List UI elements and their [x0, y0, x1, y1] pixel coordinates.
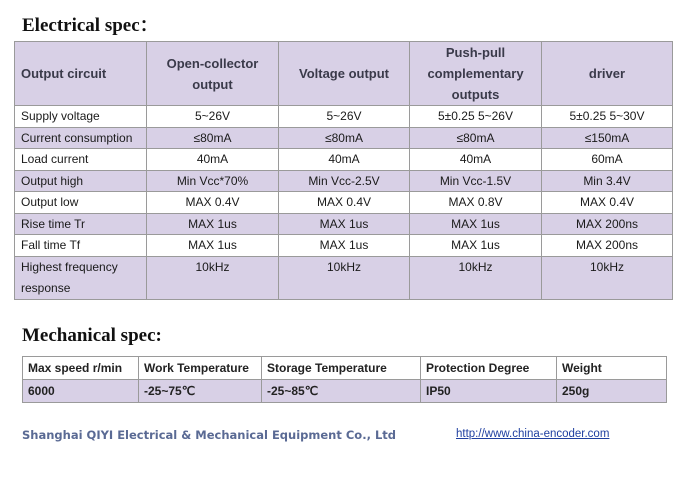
- header-voltage-output: Voltage output: [279, 42, 410, 106]
- cell: MAX 1us: [410, 235, 542, 257]
- table-row: [15, 170, 673, 192]
- table-row: [15, 256, 673, 299]
- cell: ≤150mA: [542, 127, 673, 149]
- mechanical-spec-table: [22, 356, 667, 403]
- cell: 40mA: [410, 149, 542, 171]
- row-label: Current consumption: [15, 127, 147, 149]
- row-label: Highest frequency response: [15, 256, 147, 299]
- cell: 5±0.25 5~30V: [542, 106, 673, 128]
- cell: -25~85℃: [262, 380, 421, 403]
- cell: 40mA: [279, 149, 410, 171]
- cell: MAX 1us: [279, 213, 410, 235]
- row-label: Supply voltage: [15, 106, 147, 128]
- cell: 250g: [557, 380, 667, 403]
- row-label: Output low: [15, 192, 147, 214]
- cell: MAX 0.4V: [279, 192, 410, 214]
- electrical-spec-table: [14, 41, 673, 300]
- cell: Min Vcc-2.5V: [279, 170, 410, 192]
- cell: MAX 200ns: [542, 213, 673, 235]
- table-row: [15, 127, 673, 149]
- cell: MAX 1us: [147, 213, 279, 235]
- row-label: Fall time Tf: [15, 235, 147, 257]
- cell: MAX 1us: [410, 213, 542, 235]
- header-driver: driver: [542, 42, 673, 106]
- row-label: Load current: [15, 149, 147, 171]
- electrical-header-row: [15, 42, 673, 106]
- cell: MAX 1us: [279, 235, 410, 257]
- row-label: Rise time Tr: [15, 213, 147, 235]
- cell: 6000: [23, 380, 139, 403]
- row-label: Output high: [15, 170, 147, 192]
- cell: ≤80mA: [410, 127, 542, 149]
- cell: 40mA: [147, 149, 279, 171]
- cell: 5±0.25 5~26V: [410, 106, 542, 128]
- cell: ≤80mA: [279, 127, 410, 149]
- cell: -25~75℃: [139, 380, 262, 403]
- cell: IP50: [421, 380, 557, 403]
- table-row: [23, 380, 667, 403]
- mechanical-spec-title: Mechanical spec:: [22, 325, 162, 346]
- cell: Min 3.4V: [542, 170, 673, 192]
- cell: 10kHz: [279, 256, 410, 299]
- header-max-speed: Max speed r/min: [23, 357, 139, 380]
- cell: 10kHz: [410, 256, 542, 299]
- table-row: [15, 213, 673, 235]
- table-row: [15, 149, 673, 171]
- cell: MAX 0.4V: [542, 192, 673, 214]
- header-output-circuit: Output circuit: [15, 42, 147, 106]
- header-work-temperature: Work Temperature: [139, 357, 262, 380]
- mechanical-header-row: [23, 357, 667, 380]
- cell: 5~26V: [147, 106, 279, 128]
- cell: MAX 1us: [147, 235, 279, 257]
- cell: 5~26V: [279, 106, 410, 128]
- cell: Min Vcc-1.5V: [410, 170, 542, 192]
- header-weight: Weight: [557, 357, 667, 380]
- cell: ≤80mA: [147, 127, 279, 149]
- table-row: [15, 106, 673, 128]
- website-link[interactable]: http://www.china-encoder.com: [456, 428, 610, 440]
- header-protection-degree: Protection Degree: [421, 357, 557, 380]
- table-row: [15, 235, 673, 257]
- header-storage-temperature: Storage Temperature: [262, 357, 421, 380]
- cell: 60mA: [542, 149, 673, 171]
- header-open-collector: Open-collector output: [147, 42, 279, 106]
- header-push-pull: Push-pull complementary outputs: [410, 42, 542, 106]
- cell: MAX 200ns: [542, 235, 673, 257]
- electrical-spec-title: Electrical spec：: [22, 15, 159, 36]
- company-name: Shanghai QIYI Electrical & Mechanical Equipment Co., Ltd: [22, 428, 397, 442]
- cell: MAX 0.4V: [147, 192, 279, 214]
- table-row: [15, 192, 673, 214]
- cell: 10kHz: [542, 256, 673, 299]
- cell: 10kHz: [147, 256, 279, 299]
- cell: Min Vcc*70%: [147, 170, 279, 192]
- cell: MAX 0.8V: [410, 192, 542, 214]
